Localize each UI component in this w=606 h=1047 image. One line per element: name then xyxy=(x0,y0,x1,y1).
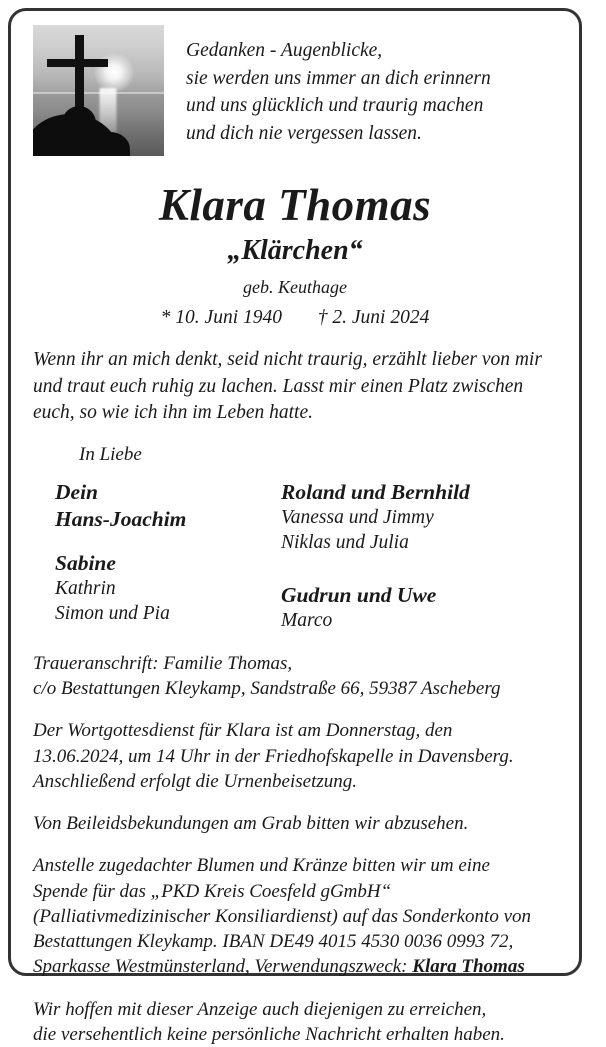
cross-crossbar xyxy=(47,59,107,67)
header-section xyxy=(33,25,557,156)
mourner-primary: Hans-Joachim xyxy=(55,506,187,531)
mourner-primary: Gudrun und Uwe xyxy=(281,582,437,607)
final-line: Wir hoffen mit dieser Anzeige auch diejenigen zu erreichen, xyxy=(33,998,487,1020)
donation-line: (Palliativmedizinischer Konsiliardienst) auf das Sonderkonto von xyxy=(33,905,531,927)
mourner-group xyxy=(55,550,281,627)
donation-reference-line xyxy=(33,954,557,979)
mourner-primary: Roland und Bernhild xyxy=(281,479,470,504)
donation-line: Anstelle zugedachter Blumen und Kränze bitten wir um eine xyxy=(33,855,490,877)
death-symbol: † xyxy=(317,307,328,329)
closing-salutation: In Liebe xyxy=(79,443,142,465)
address-block xyxy=(33,651,557,702)
mourner-group xyxy=(55,479,281,533)
condolence-line: Von Beileidsbekundungen am Grab bitten wir abzusehen. xyxy=(33,813,469,835)
column-offset-spacer xyxy=(281,556,557,582)
donation-iban-line: Bestattungen Kleykamp. IBAN DE49 4015 4530 0036 0993 72, xyxy=(33,931,514,953)
opening-verse xyxy=(186,25,491,148)
mourners-section xyxy=(33,479,557,634)
final-block xyxy=(33,997,557,1047)
notice-inner xyxy=(11,11,579,1045)
final-line: die versehentlich keine persönliche Nachricht erhalten haben. xyxy=(33,1024,505,1045)
mourner-group xyxy=(281,479,557,556)
memorial-quote xyxy=(33,347,557,427)
mourner-group xyxy=(281,582,557,634)
mourner-secondary: Vanessa und Jimmy xyxy=(281,506,434,528)
mourners-right-column xyxy=(281,479,557,634)
photo-foreground xyxy=(33,134,109,156)
quote-line: und traut euch ruhig zu lachen. Lasst mir einen Platz zwischen xyxy=(33,375,524,397)
birth-symbol: * xyxy=(160,307,171,329)
verse-line: Gedanken - Augenblicke, xyxy=(186,40,383,61)
service-line: Anschließend erfolgt die Urnenbeisetzung. xyxy=(33,770,357,792)
cross-sunset-photo xyxy=(33,25,164,156)
quote-line: Wenn ihr an mich denkt, seid nicht traurig, erzählt lieber von mir xyxy=(33,349,542,371)
deceased-name: Klara Thomas xyxy=(158,180,432,230)
maiden-name: geb. Keuthage xyxy=(243,277,347,298)
condolence-block xyxy=(33,811,557,836)
life-dates xyxy=(33,307,557,329)
mourner-secondary: Marco xyxy=(281,609,333,631)
verse-line: und uns glücklich und traurig machen xyxy=(186,95,484,117)
deceased-nickname: „Klärchen“ xyxy=(227,235,363,267)
donation-reference-prefix: Sparkasse Westmünsterland, Verwendungszweck: xyxy=(33,956,413,978)
donation-block xyxy=(33,853,557,979)
service-line: 13.06.2024, um 14 Uhr in der Friedhofskapelle in Davensberg. xyxy=(33,745,514,767)
mourner-secondary: Niklas und Julia xyxy=(281,531,409,553)
donation-reference-name: Klara Thomas xyxy=(412,956,525,978)
address-line: Traueranschrift: Familie Thomas, xyxy=(33,652,293,674)
name-block xyxy=(33,182,557,329)
mourner-secondary: Simon und Pia xyxy=(55,602,170,624)
service-line: Der Wortgottesdienst für Klara ist am Donnerstag, den xyxy=(33,720,453,742)
donation-line: Spende für das „PKD Kreis Coesfeld gGmbH“ xyxy=(33,880,392,902)
address-line: c/o Bestattungen Kleykamp, Sandstraße 66, 59387 Ascheberg xyxy=(33,678,501,700)
verse-line: sie werden uns immer an dich erinnern xyxy=(186,67,491,89)
service-block xyxy=(33,718,557,794)
birth-date: 10. Juni 1940 xyxy=(175,307,282,329)
obituary-notice xyxy=(8,8,582,1045)
mourner-primary: Dein xyxy=(55,479,98,504)
death-date: 2. Juni 2024 xyxy=(332,307,430,329)
mourner-primary: Sabine xyxy=(55,550,116,575)
quote-line: euch, so wie ich ihn im Leben hatte. xyxy=(33,402,313,424)
mourner-secondary: Kathrin xyxy=(55,578,116,600)
verse-line: und dich nie vergessen lassen. xyxy=(186,123,422,145)
photo-foliage-left xyxy=(62,106,96,135)
mourners-left-column xyxy=(33,479,281,634)
